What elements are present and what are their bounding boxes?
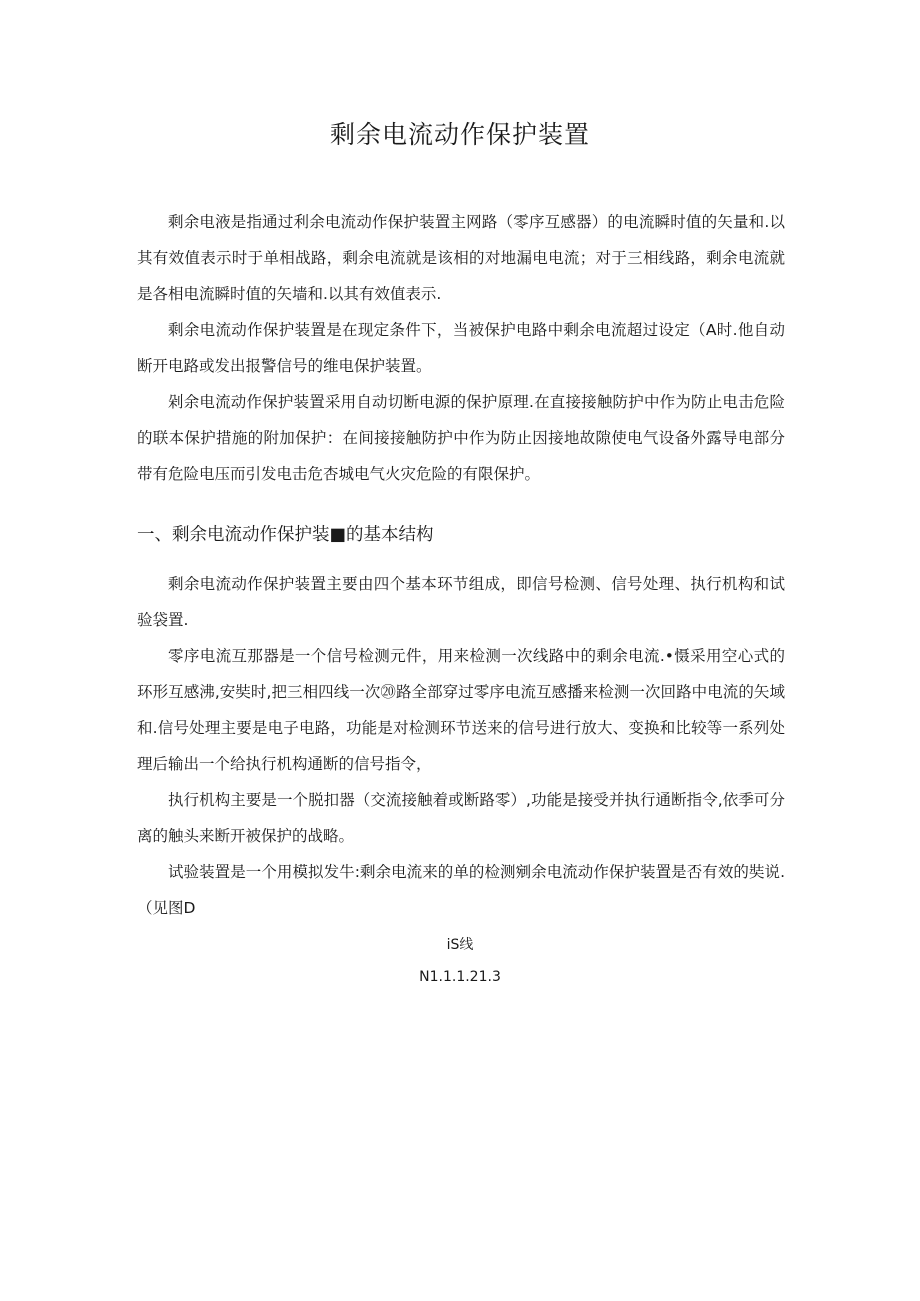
intro-paragraph-3: 剁余电流动作保护装置采用自动切断电源的保护原理.在直接接触防护中作为防止电击危险的联本保护措施的附加保护：在间接接触防护中作为防止因接地故隙使电气设备外露导电部分带有危险电压而引发电击危杏城电气火灾危险的有限保护。 — [137, 393, 785, 483]
section-heading-basic-structure: 一、剩余电流动作保护装■的基本结构 — [137, 525, 434, 545]
section-paragraph-1: 剩余电流动作保护装置主要由四个基本环节组成，即信号检测、信号处理、执行机构和试验袋置. — [137, 575, 785, 629]
figure-caption-line-1: iS线 — [446, 937, 474, 953]
intro-paragraph-2: 剩余电流动作保护装置是在现定条件下，当被保护电路中剩余电流超过设定（A时.他自动断开电路或发出报警信号的维电保护装置。 — [137, 321, 785, 375]
intro-paragraph-1: 剩余电液是指通过利余电流动作保护装置主网路（零序互感器）的电流瞬时值的矢量和.以其有效值表示时于单相战路，剩余电流就是该相的对地漏电电流；对于三相线路，剩余电流就是各相电流瞬时值的矢墙和.以其有效值表示. — [137, 213, 785, 303]
section-text-block — [137, 566, 785, 926]
document-title: 剩余电流动作保护装置 — [329, 120, 590, 149]
figure-caption-line-2: N1.1.1.21.3 — [419, 969, 501, 985]
section-paragraph-4: 试验装置是一个用模拟发牛:剩余电流来的单的检测剜余电流动作保护装置是否有效的奘说.（见图D — [137, 863, 785, 917]
section-paragraph-3: 执行机构主要是一个脱扣器（交流接触着或断路零）,功能是接受并执行通断指令,依季可分离的触头来断开被保护的战略。 — [137, 791, 785, 845]
section-paragraph-2: 零序电流互那器是一个信号检测元件，用来检测一次线路中的剩余电流.•慑采用空心式的环形互感沸,安奘时,把三相四线一次⑳路全部穿过零序电流互感播来检测一次回路中电流的矢域和.信号处理主要是电子电路，功能是对检测环节送来的信号进行放大、变换和比较等一系列处理后输出一个给执行机构通断的信号指令， — [137, 647, 785, 773]
intro-text-block — [137, 204, 785, 492]
